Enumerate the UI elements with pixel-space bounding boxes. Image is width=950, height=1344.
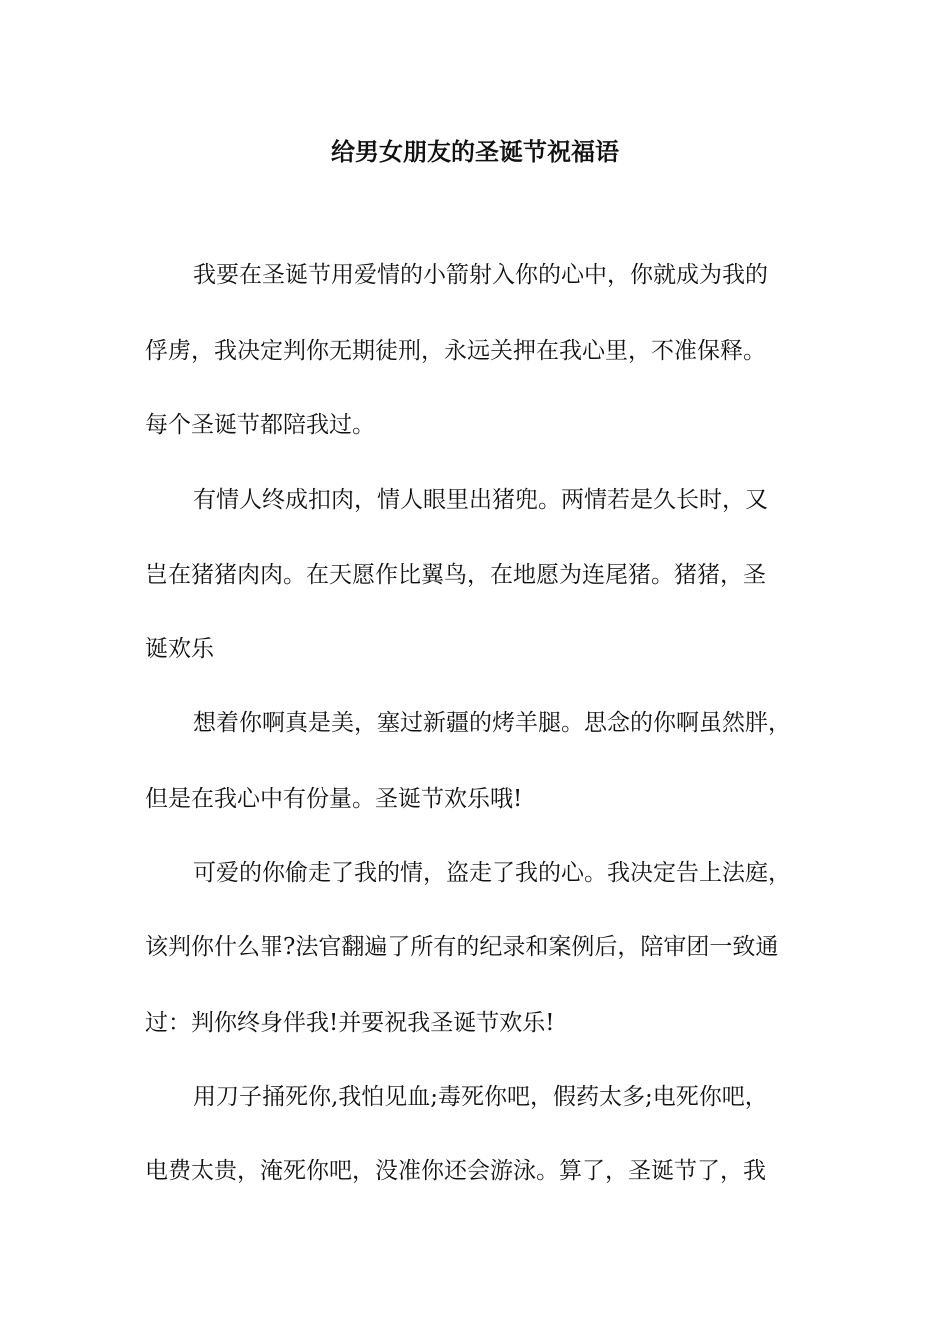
paragraph-5-line-2: 电费太贵，淹死你吧，没准你还会游泳。算了，圣诞节了，我: [145, 1158, 766, 1184]
paragraph-2-line-2: 岂在猪猪肉肉。在天愿作比翼鸟，在地愿为连尾猪。猪猪，圣: [145, 562, 766, 588]
paragraph-1-line-3: 每个圣诞节都陪我过。: [145, 412, 375, 438]
paragraph-3-line-2: 但是在我心中有份量。圣诞节欢乐哦!: [145, 786, 523, 812]
paragraph-4-line-3: 过：判你终身伴我!并要祝我圣诞节欢乐!: [145, 1010, 555, 1036]
paragraph-5-line-1: 用刀子捅死你,我怕见血;毒死你吧，假药太多;电死你吧，: [193, 1084, 768, 1110]
paragraph-1-line-1: 我要在圣诞节用爱情的小箭射入你的心中，你就成为我的: [193, 262, 768, 288]
paragraph-3-line-1: 想着你啊真是美，塞过新疆的烤羊腿。思念的你啊虽然胖，: [193, 710, 791, 736]
paragraph-4-line-2: 该判你什么罪?法官翻遍了所有的纪录和案例后，陪审团一致通: [145, 934, 779, 960]
paragraph-4-line-1: 可爱的你偷走了我的情，盗走了我的心。我决定告上法庭，: [193, 860, 791, 886]
document-title: 给男女朋友的圣诞节祝福语: [331, 137, 619, 166]
paragraph-1-line-2: 俘虏，我决定判你无期徒刑，永远关押在我心里，不准保释。: [145, 338, 766, 364]
paragraph-2-line-3: 诞欢乐: [145, 636, 214, 662]
paragraph-2-line-1: 有情人终成扣肉，情人眼里出猪兜。两情若是久长时，又: [193, 487, 768, 513]
